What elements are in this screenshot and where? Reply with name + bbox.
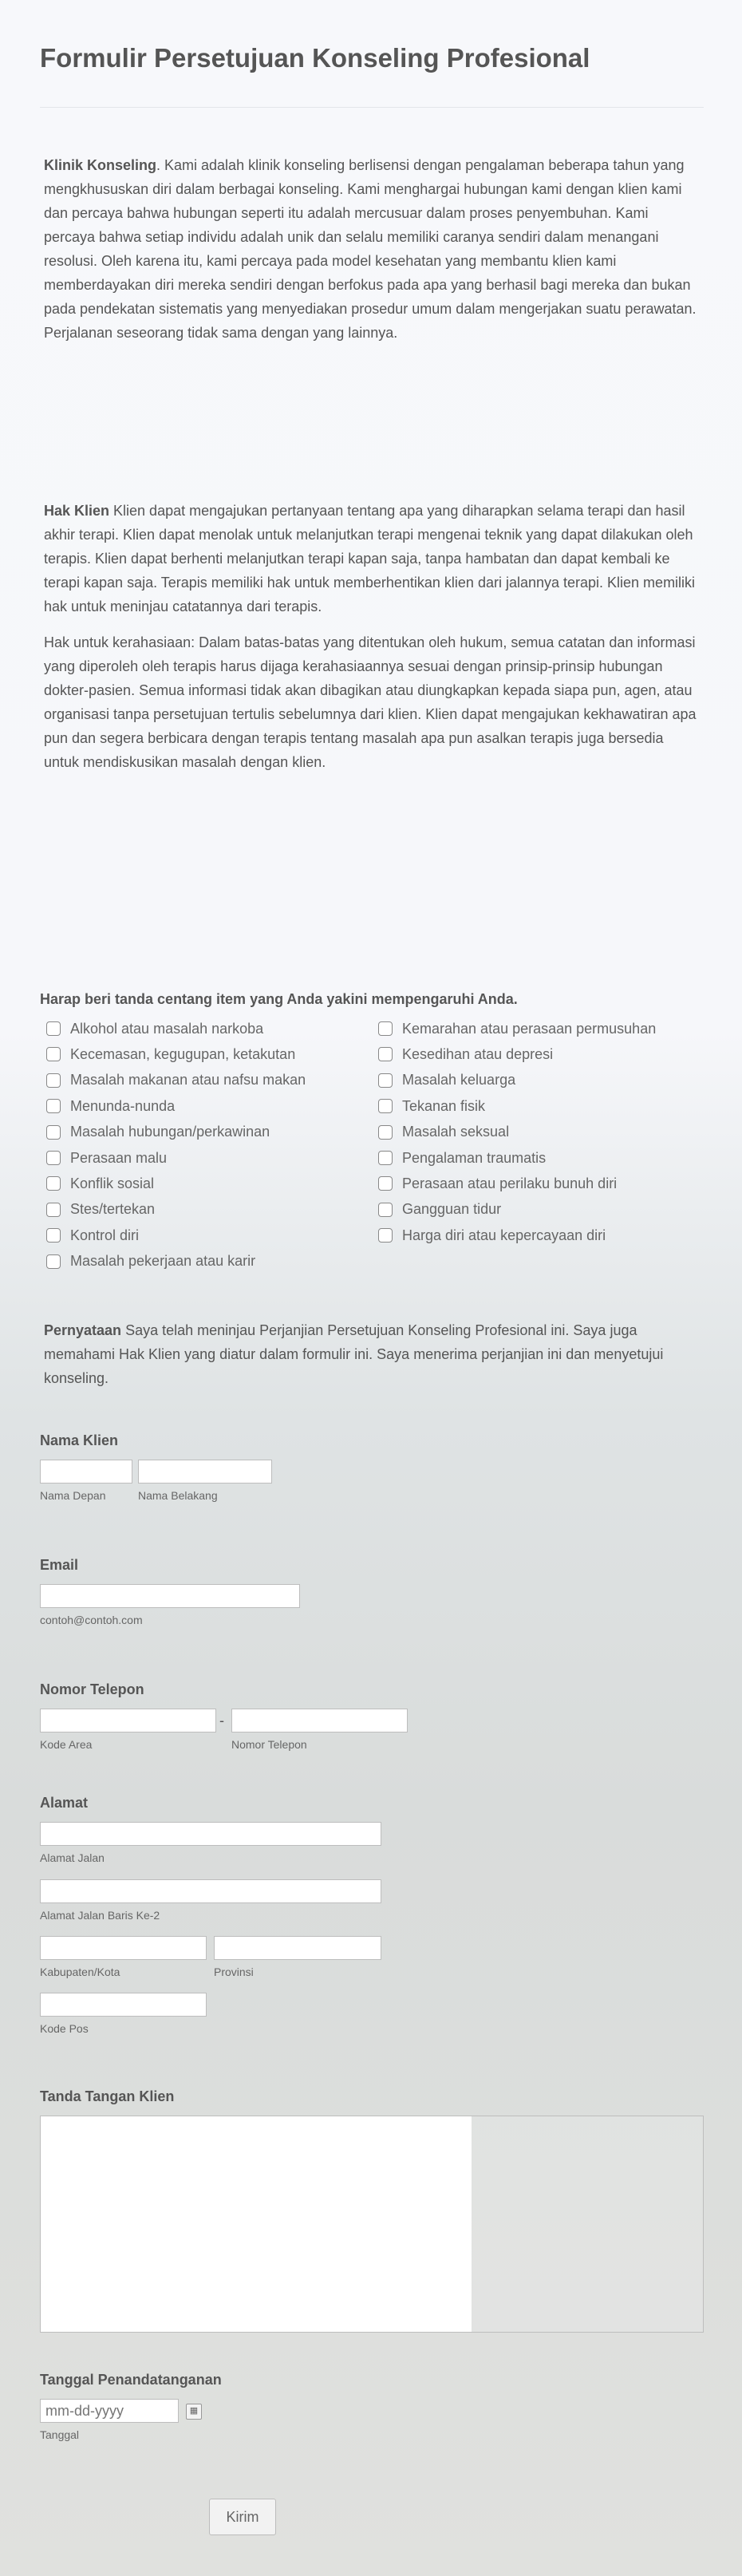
checkbox-label: Perasaan atau perilaku bunuh diri <box>402 1175 618 1191</box>
area-code-input[interactable] <box>40 1709 216 1732</box>
checkbox-label: Harga diri atau kepercayaan diri <box>402 1227 606 1243</box>
email-sublabel: contoh@contoh.com <box>40 1614 143 1626</box>
name-label: Nama Klien <box>40 1432 119 1448</box>
street-address-2-input[interactable] <box>40 1879 381 1903</box>
checkbox-label: Masalah seksual <box>402 1124 510 1140</box>
checkbox-option[interactable] <box>46 1123 270 1142</box>
checkbox-option[interactable] <box>378 1200 501 1219</box>
checkbox-box[interactable] <box>46 1254 61 1269</box>
province-input[interactable] <box>214 1936 381 1960</box>
checkbox-box[interactable] <box>378 1073 393 1088</box>
email-label: Email <box>40 1557 79 1573</box>
rights-text: Klien dapat mengajukan pertanyaan tentang apa yang diharapkan selama terapi dan hasil akhir terapi. Klien dapat menolak untuk melanjutkan terapi mengenai teknik yang dapat dilakukan oleh terapis. Klien dapat berhenti melanjutkan terapi kapan saja, tanpa hambatan dan dapat kembali ke terapi kapan saja. Terapis memiliki hak untuk memberhentikan klien dari jalannya terapi. Klien memiliki hak untuk meninjau catatannya dari terapis. <box>44 503 696 614</box>
checkbox-option[interactable] <box>46 1252 255 1271</box>
city-sublabel: Kabupaten/Kota <box>40 1966 120 1978</box>
checkbox-label: Masalah pekerjaan atau karir <box>70 1253 256 1270</box>
checkbox-option[interactable] <box>46 1200 155 1219</box>
date-label: Tanggal Penandatanganan <box>40 2372 222 2388</box>
checkbox-box[interactable] <box>46 1228 61 1243</box>
checkbox-option[interactable] <box>378 1123 509 1142</box>
signature-pad[interactable] <box>41 2116 472 2332</box>
checkbox-box[interactable] <box>378 1047 393 1061</box>
province-sublabel: Provinsi <box>214 1966 254 1978</box>
checkbox-option[interactable] <box>46 1226 139 1245</box>
checkbox-option[interactable] <box>46 1045 295 1064</box>
checkbox-option[interactable] <box>378 1019 656 1038</box>
checkbox-option[interactable] <box>378 1148 546 1167</box>
checkbox-box[interactable] <box>378 1228 393 1243</box>
checkbox-label: Tekanan fisik <box>402 1097 486 1114</box>
checkbox-option[interactable] <box>378 1174 617 1193</box>
first-name-input[interactable] <box>40 1460 132 1484</box>
checkbox-label: Gangguan tidur <box>402 1201 502 1218</box>
phone-separator: - <box>219 1713 224 1729</box>
signature-field <box>40 2116 704 2333</box>
checkbox-label: Kesedihan atau depresi <box>402 1045 554 1062</box>
checkbox-option[interactable] <box>46 1071 306 1090</box>
checkbox-box[interactable] <box>46 1047 61 1061</box>
signature-label: Tanda Tangan Klien <box>40 2088 175 2104</box>
statement-section <box>44 1318 702 1390</box>
checkbox-box[interactable] <box>46 1176 61 1191</box>
header-divider <box>40 107 704 108</box>
checkbox-option[interactable] <box>378 1096 485 1116</box>
checkbox-label: Perasaan malu <box>70 1149 168 1166</box>
checkbox-option[interactable] <box>378 1226 606 1245</box>
checkbox-label: Alkohol atau masalah narkoba <box>70 1020 264 1037</box>
checklist-label: Harap beri tanda centang item yang Anda yakini mempengaruhi Anda. <box>40 991 518 1007</box>
intro-text: . Kami adalah klinik konseling berlisensi dengan pengalaman beberapa tahun yang mengkhususkan diri dalam berbagai konseling. Kami menghargai hubungan kami dengan klien kami dan percaya bahwa hubungan seperti itu adalah mercusuar dalam proses penyembuhan. Kami percaya bahwa setiap individu adalah unik dan selalu memiliki caranya sendiri dalam menangani resolusi. Oleh karena itu, kami percaya pada model kesehatan yang membantu klien kami memberdayakan diri mereka sendiri dengan berfokus pada apa yang berhasil bagi mereka dan bukan pada pendekatan sistematis yang menyediakan prosedur umum dalam mengerjakan suatu perawatan. Perjalanan seseorang tidak sama dengan yang lainnya. <box>44 157 697 341</box>
checkbox-label: Kontrol diri <box>70 1227 140 1243</box>
checkbox-option[interactable] <box>378 1071 515 1090</box>
city-input[interactable] <box>40 1936 207 1960</box>
street-address-input[interactable] <box>40 1822 381 1846</box>
checkbox-box[interactable] <box>46 1099 61 1113</box>
page-title: Formulir Persetujuan Konseling Profesional <box>40 43 590 73</box>
checkbox-option[interactable] <box>46 1148 167 1167</box>
checkbox-label: Masalah makanan atau nafsu makan <box>70 1072 306 1088</box>
checkbox-box[interactable] <box>46 1021 61 1036</box>
checkbox-box[interactable] <box>46 1203 61 1217</box>
submit-button[interactable]: Kirim <box>209 2499 276 2535</box>
checkbox-box[interactable] <box>46 1125 61 1140</box>
calendar-icon[interactable]: ▦ <box>186 2404 202 2420</box>
checkbox-option[interactable] <box>46 1096 175 1116</box>
checkbox-box[interactable] <box>378 1151 393 1165</box>
email-input[interactable] <box>40 1584 300 1608</box>
statement-bold: Pernyataan <box>44 1322 122 1338</box>
checkbox-option[interactable] <box>46 1019 263 1038</box>
checkbox-box[interactable] <box>378 1021 393 1036</box>
date-input[interactable] <box>40 2399 179 2423</box>
intro-bold: Klinik Konseling <box>44 157 157 173</box>
last-name-sublabel: Nama Belakang <box>138 1489 218 1502</box>
checkbox-label: Kecemasan, kegugupan, ketakutan <box>70 1045 296 1062</box>
checkbox-label: Pengalaman traumatis <box>402 1149 547 1166</box>
checkbox-box[interactable] <box>46 1151 61 1165</box>
street-address-sublabel: Alamat Jalan <box>40 1851 105 1864</box>
area-code-sublabel: Kode Area <box>40 1738 93 1751</box>
date-sublabel: Tanggal <box>40 2428 80 2441</box>
checkbox-option[interactable] <box>46 1174 154 1193</box>
last-name-input[interactable] <box>138 1460 272 1484</box>
rights-bold: Hak Klien <box>44 503 110 519</box>
zip-input[interactable] <box>40 1993 207 2017</box>
phone-label: Nomor Telepon <box>40 1681 144 1697</box>
checkbox-label: Konflik sosial <box>70 1175 155 1191</box>
checkbox-box[interactable] <box>378 1203 393 1217</box>
checkbox-label: Kemarahan atau perasaan permusuhan <box>402 1020 657 1037</box>
zip-sublabel: Kode Pos <box>40 2022 89 2035</box>
statement-text: Saya telah meninjau Perjanjian Persetujuan Konseling Profesional ini. Saya juga memahami Hak Klien yang diatur dalam formulir ini. Saya menerima perjanjian ini dan menyetujui konseling. <box>44 1322 664 1386</box>
first-name-sublabel: Nama Depan <box>40 1489 106 1502</box>
intro-section <box>44 153 698 345</box>
confidentiality-text: Hak untuk kerahasiaan: Dalam batas-batas yang ditentukan oleh hukum, semua catatan dan informasi yang diperoleh oleh terapis harus dijaga kerahasiaannya sesuai dengan prinsip-prinsip hubungan dokter-pasien. Semua informasi tidak akan dibagikan atau diungkapkan kepada siapa pun, agen, atau organisasi tanpa persetujuan tertulis sebelumnya dari klien. Klien dapat mengajukan kekhawatiran apa pun dan segera berbicara dengan terapis tentang masalah apa pun asalkan terapis juga bersedia untuk mendiskusikan masalah dengan klien. <box>44 634 697 770</box>
rights-section <box>44 499 698 774</box>
phone-number-input[interactable] <box>231 1709 408 1732</box>
checkbox-box[interactable] <box>46 1073 61 1088</box>
checkbox-label: Masalah hubungan/perkawinan <box>70 1124 270 1140</box>
checkbox-label: Menunda-nunda <box>70 1097 176 1114</box>
checkbox-option[interactable] <box>378 1045 553 1064</box>
address-label: Alamat <box>40 1795 89 1811</box>
checkbox-label: Stes/tertekan <box>70 1201 156 1218</box>
checkbox-label: Masalah keluarga <box>402 1072 516 1088</box>
checkbox-box[interactable] <box>378 1099 393 1113</box>
street-address-2-sublabel: Alamat Jalan Baris Ke-2 <box>40 1909 160 1922</box>
checkbox-box[interactable] <box>378 1176 393 1191</box>
phone-number-sublabel: Nomor Telepon <box>231 1738 307 1751</box>
checkbox-box[interactable] <box>378 1125 393 1140</box>
